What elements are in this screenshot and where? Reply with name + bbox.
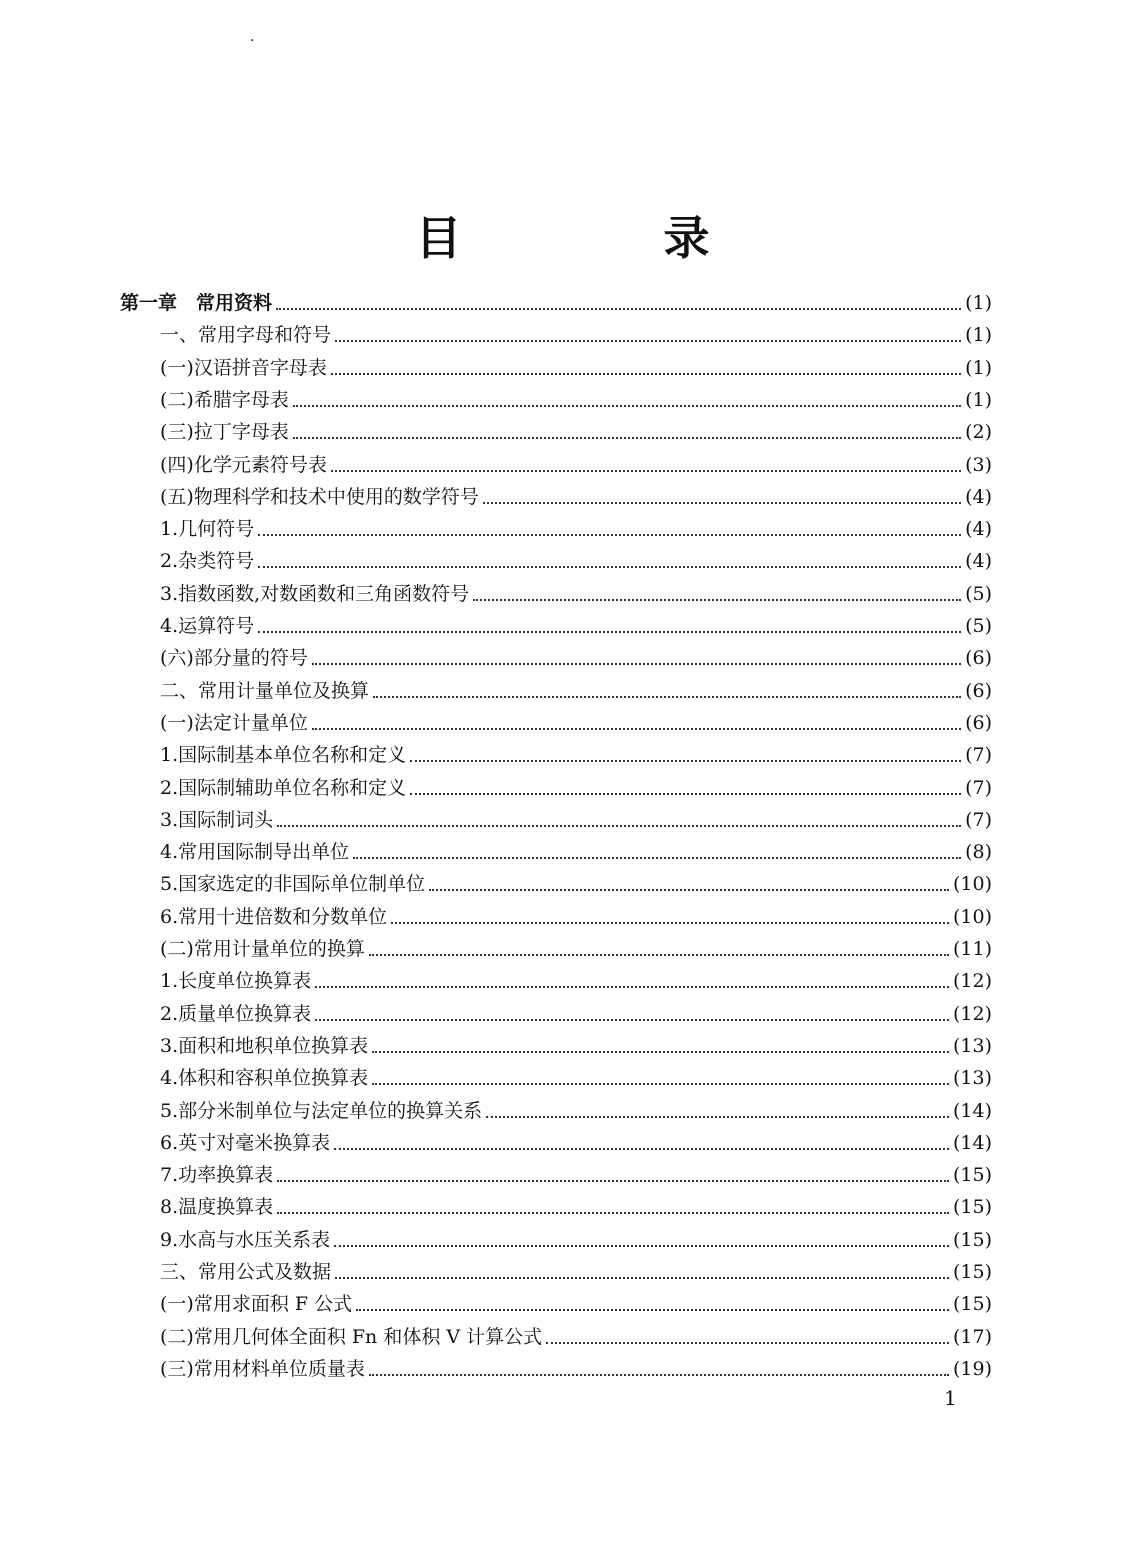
toc-entry — [160, 676, 992, 706]
toc-entry — [160, 934, 992, 964]
toc-entry-label: 二、常用计量单位及换算 — [160, 679, 370, 702]
toc-entry-label: 一、常用字母和符号 — [160, 324, 332, 347]
leader-dots — [334, 1148, 949, 1150]
toc-entry-label: 8.温度换算表 — [160, 1196, 274, 1219]
toc-entry — [160, 546, 992, 576]
toc-entry-label: 2.质量单位换算表 — [160, 1002, 312, 1025]
toc-entry-page: (19) — [952, 1357, 992, 1380]
stray-mark: . — [250, 29, 255, 45]
page-number: 1 — [944, 1386, 957, 1410]
toc-entry-label: 2.国际制辅助单位名称和定义 — [160, 776, 407, 799]
leader-dots — [312, 663, 961, 665]
toc-entry-page: (6) — [965, 647, 992, 670]
leader-dots — [473, 599, 961, 601]
leader-dots — [258, 631, 961, 633]
leader-dots — [293, 405, 961, 407]
toc-entry-label: 1.几何符号 — [160, 518, 255, 541]
toc-entry-page: (15) — [952, 1293, 992, 1316]
toc-entry — [160, 385, 992, 415]
toc-entry — [160, 740, 992, 770]
leader-dots — [369, 1374, 949, 1376]
leader-dots — [258, 566, 961, 568]
toc-entry — [160, 1289, 992, 1319]
toc-entry — [160, 999, 992, 1029]
toc-entry-label: 4.常用国际制导出单位 — [160, 841, 350, 864]
toc-entry-page: (3) — [965, 453, 992, 476]
toc-entry — [160, 1063, 992, 1093]
toc-entry-page: (11) — [952, 938, 992, 960]
toc-entry-label: (二)常用几何体全面积 Fn 和体积 V 计算公式 — [160, 1325, 543, 1348]
leader-dots — [429, 889, 949, 891]
toc-entry-page: (14) — [952, 1131, 992, 1154]
toc-chapter-entry — [120, 288, 992, 318]
toc-entry — [160, 1192, 992, 1222]
toc-entry — [160, 1096, 992, 1126]
toc-entry-label: 3.面积和地积单位换算表 — [160, 1034, 369, 1057]
leader-dots — [277, 825, 961, 827]
toc-entry — [160, 482, 992, 512]
toc-entry — [160, 708, 992, 738]
toc-entry-label: 1.长度单位换算表 — [160, 970, 312, 993]
leader-dots — [391, 922, 949, 924]
leader-dots — [483, 502, 961, 504]
toc-entry-label: 9.水高与水压关系表 — [160, 1228, 331, 1251]
toc-entry-label: 第一章 常用资料 — [120, 292, 273, 314]
toc-entry-label: (一)法定计量单位 — [160, 711, 308, 734]
toc-entry-page: (10) — [952, 873, 992, 896]
toc-entry-page: (15) — [952, 1196, 992, 1219]
toc-entry-page: (15) — [952, 1164, 992, 1187]
toc-entry-page: (1) — [965, 388, 992, 411]
toc-entry-label: (一)常用求面积 F 公式 — [160, 1293, 353, 1316]
toc-entry-page: (12) — [952, 1002, 992, 1025]
toc-entry — [160, 805, 992, 835]
leader-dots — [369, 954, 949, 956]
toc-entry-page: (5) — [965, 615, 992, 637]
toc-entry-label: (三)拉丁字母表 — [160, 421, 289, 444]
toc-entry-page: (8) — [965, 841, 992, 864]
toc-entry-label: 4.运算符号 — [160, 615, 255, 637]
toc-entry-page: (1) — [965, 324, 992, 347]
toc-entry-label: 7.功率换算表 — [160, 1164, 274, 1187]
toc-entry-label: 5.部分米制单位与法定单位的换算关系 — [160, 1099, 483, 1122]
toc-entry — [160, 643, 992, 673]
toc-entry-page: (1) — [965, 356, 992, 379]
leader-dots — [486, 1116, 949, 1118]
leader-dots — [335, 1277, 949, 1279]
toc-entry — [160, 514, 992, 544]
leader-dots — [258, 534, 961, 536]
toc-entry — [160, 450, 992, 480]
toc-entry — [160, 1031, 992, 1061]
leader-dots — [410, 760, 961, 762]
toc-entry-label: 3.国际制词头 — [160, 808, 274, 831]
toc-entry — [160, 773, 992, 803]
toc-entry-label: 6.常用十进倍数和分数单位 — [160, 905, 388, 928]
toc-entry-page: (5) — [965, 582, 992, 605]
toc-entry-page: (7) — [965, 808, 992, 831]
leader-dots — [315, 986, 949, 988]
toc-entry-page: (6) — [965, 711, 992, 734]
leader-dots — [373, 696, 961, 698]
toc-entry — [160, 353, 992, 383]
toc-entry-page: (4) — [965, 518, 992, 541]
toc-entry — [160, 579, 992, 609]
toc-entry — [160, 1160, 992, 1190]
toc-entry-page: (4) — [965, 485, 992, 508]
toc-entry-page: (13) — [952, 1067, 992, 1090]
leader-dots — [331, 470, 961, 472]
toc-entry-label: (一)汉语拼音字母表 — [160, 356, 327, 379]
toc-entry-page: (12) — [952, 970, 992, 993]
toc-entry-page: (1) — [965, 292, 992, 314]
toc-entry-page: (15) — [952, 1261, 992, 1283]
toc-entry-page: (7) — [965, 744, 992, 767]
leader-dots — [331, 373, 961, 375]
toc-entry-page: (10) — [952, 905, 992, 928]
toc-entry-page: (4) — [965, 550, 992, 573]
toc-entry-label: (二)希腊字母表 — [160, 388, 289, 411]
leader-dots — [372, 1051, 949, 1053]
leader-dots — [372, 1083, 949, 1085]
toc-entry — [160, 611, 992, 641]
leader-dots — [335, 340, 961, 342]
leader-dots — [312, 728, 961, 730]
toc-entry — [160, 417, 992, 447]
leader-dots — [546, 1342, 949, 1344]
toc-entry — [160, 1322, 992, 1352]
toc-entry-page: (15) — [952, 1228, 992, 1251]
toc-entry — [160, 837, 992, 867]
leader-dots — [276, 308, 961, 310]
toc-entry-page: (17) — [952, 1325, 992, 1348]
toc-entry — [160, 902, 992, 932]
toc-entry — [160, 1128, 992, 1158]
toc-entry — [160, 1354, 992, 1384]
toc-entry-label: 2.杂类符号 — [160, 550, 255, 573]
toc-entry — [160, 1257, 992, 1287]
leader-dots — [356, 1309, 949, 1311]
leader-dots — [293, 437, 961, 439]
leader-dots — [410, 793, 961, 795]
toc-entry-label: 6.英寸对毫米换算表 — [160, 1131, 331, 1154]
toc-entry-label: 1.国际制基本单位名称和定义 — [160, 744, 407, 767]
toc-entry-page: (2) — [965, 421, 992, 444]
toc-entry-page: (13) — [952, 1034, 992, 1057]
toc-entry-page: (7) — [965, 776, 992, 799]
leader-dots — [277, 1212, 949, 1214]
page-title: 目 录 — [415, 211, 788, 265]
toc-entry-page: (6) — [965, 679, 992, 702]
toc-entry — [160, 869, 992, 899]
toc-entry-label: (五)物理科学和技术中使用的数学符号 — [160, 485, 479, 508]
leader-dots — [277, 1180, 949, 1182]
toc-entry-label: 3.指数函数,对数函数和三角函数符号 — [160, 582, 470, 605]
toc-entry-label: (二)常用计量单位的换算 — [160, 938, 365, 960]
toc-entry-label: (六)部分量的符号 — [160, 647, 308, 670]
toc-entry-label: 4.体积和容积单位换算表 — [160, 1067, 369, 1090]
toc-entry-page: (14) — [952, 1099, 992, 1122]
leader-dots — [334, 1245, 949, 1247]
toc-entry-label: 三、常用公式及数据 — [160, 1261, 332, 1283]
toc-entry — [160, 1225, 992, 1255]
toc-entry-label: (三)常用材料单位质量表 — [160, 1357, 365, 1380]
leader-dots — [353, 857, 961, 859]
toc-entry-label: 5.国家选定的非国际单位制单位 — [160, 873, 426, 896]
leader-dots — [315, 1019, 949, 1021]
toc-entry — [160, 966, 992, 996]
toc-entry-label: (四)化学元素符号表 — [160, 453, 327, 476]
toc-entry — [160, 320, 992, 350]
